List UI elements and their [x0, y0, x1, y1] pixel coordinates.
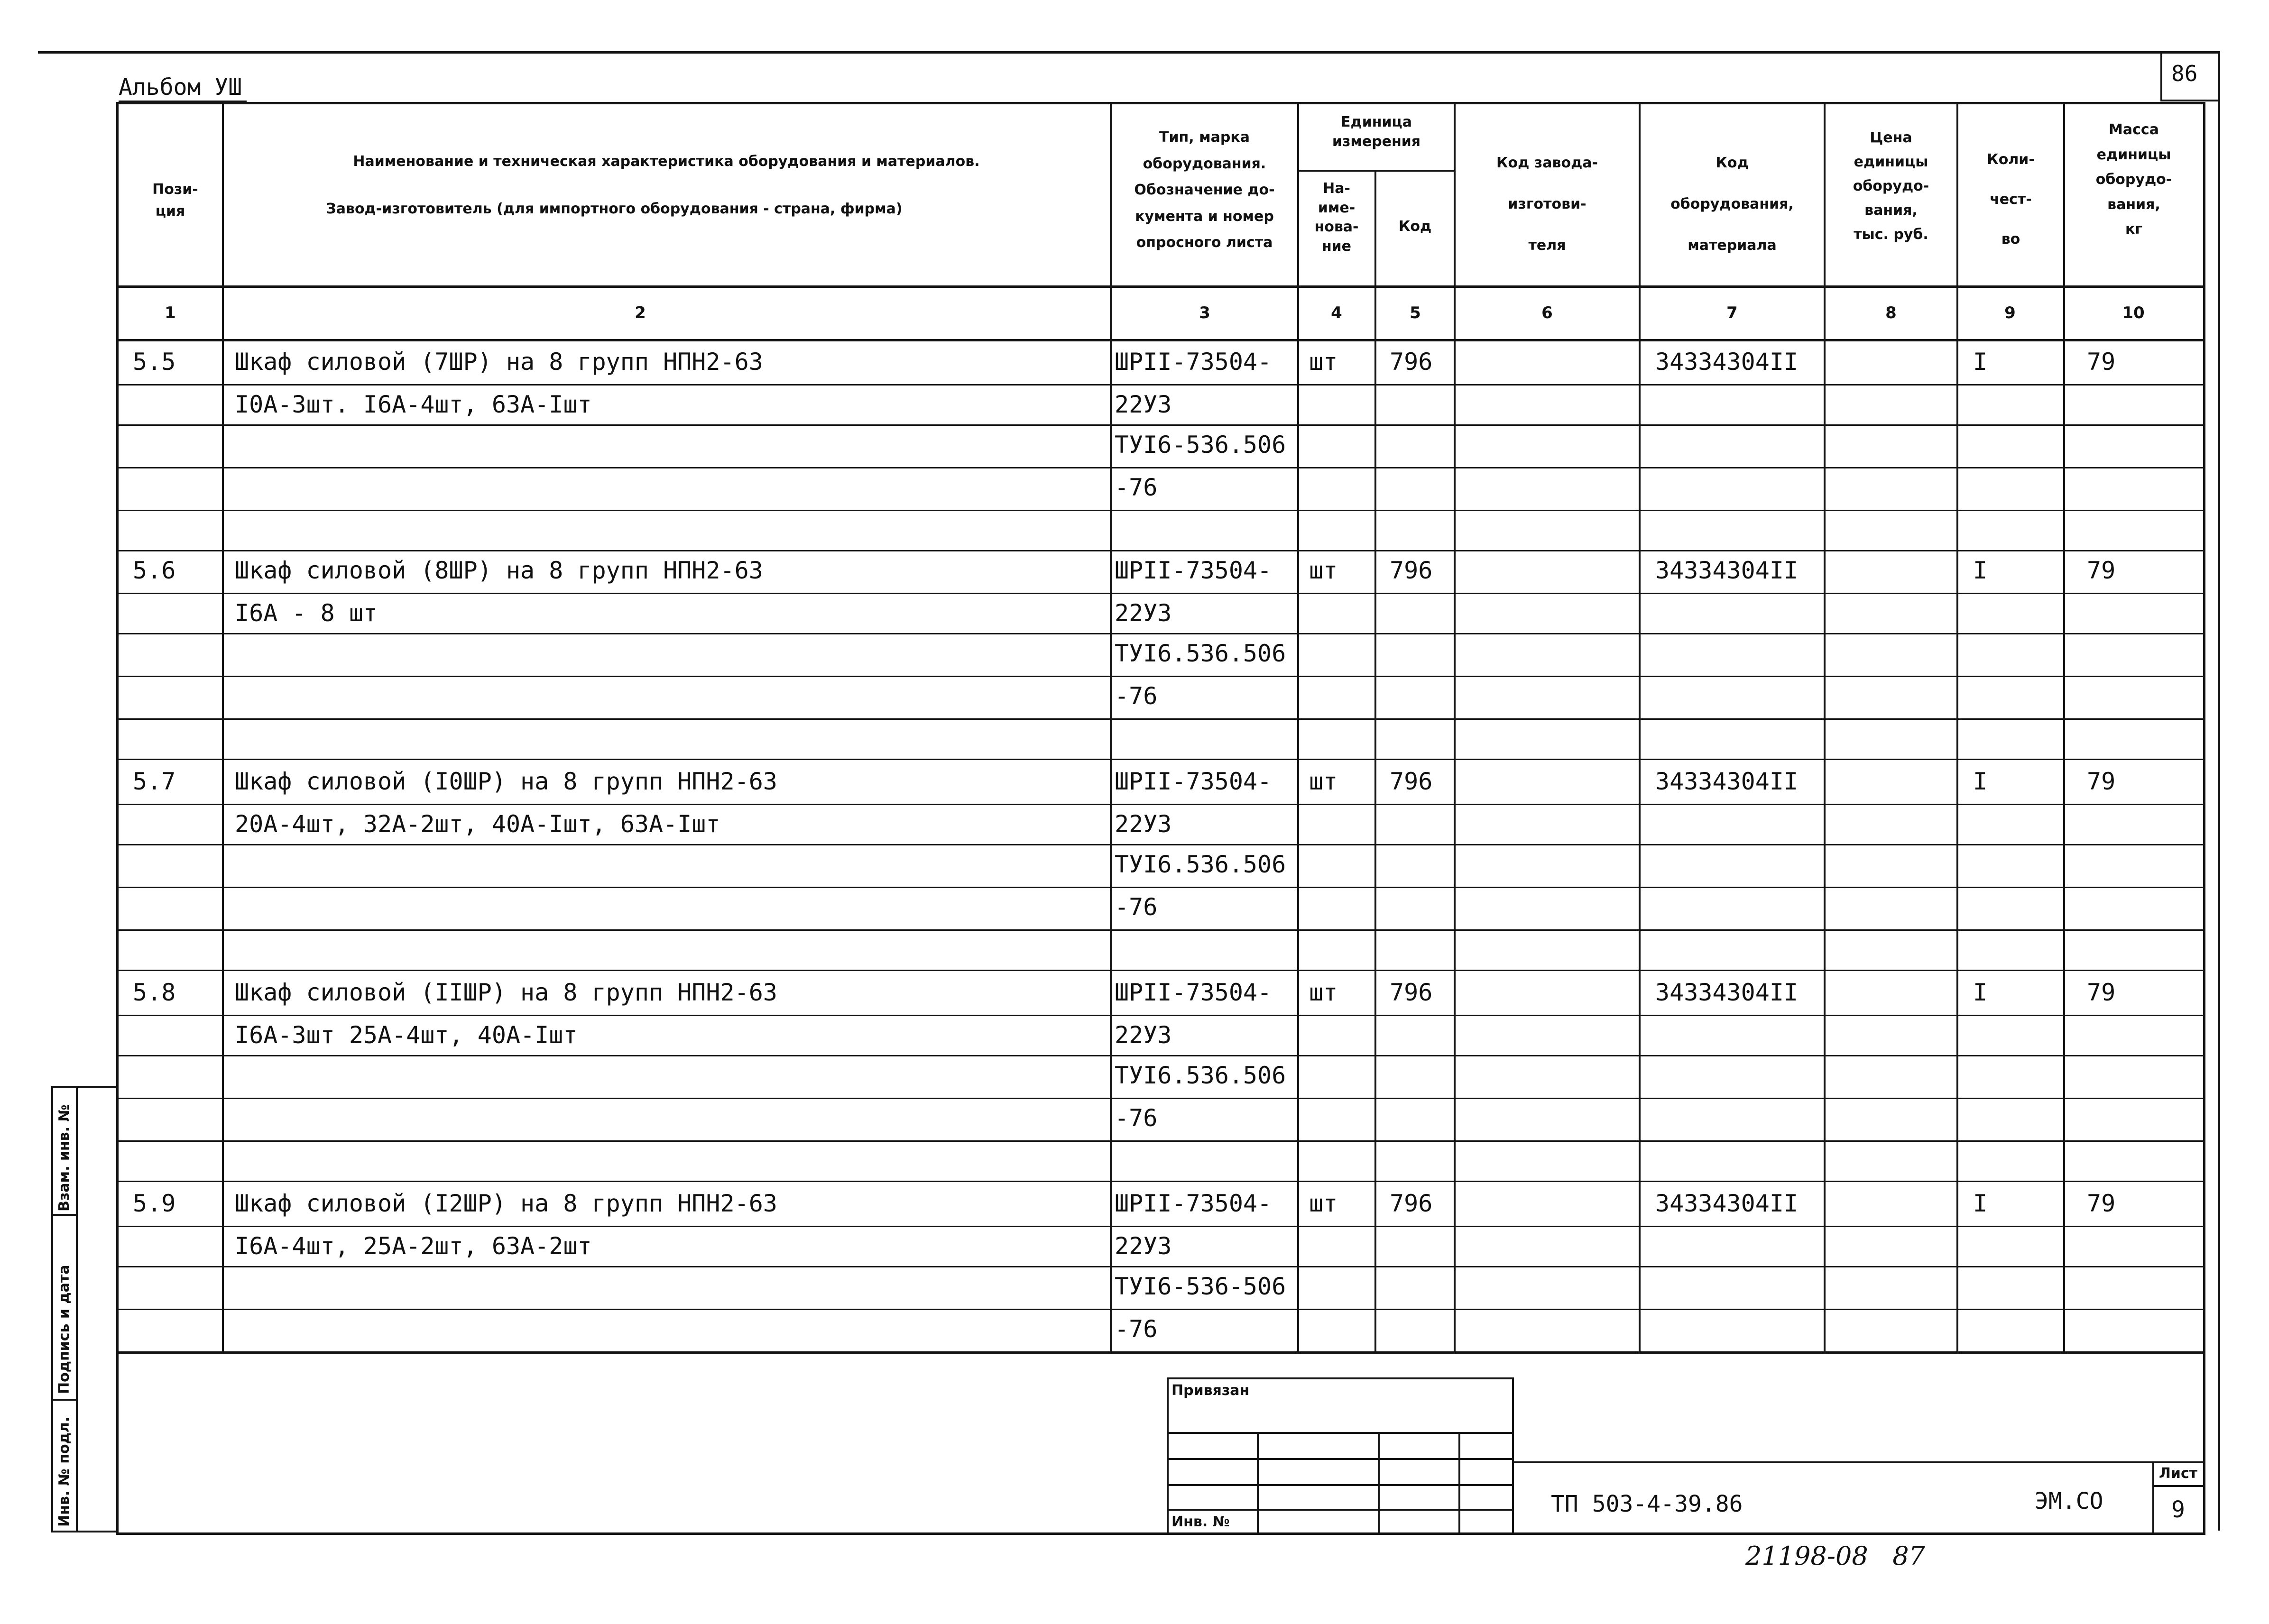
colnum-7: 7: [1726, 303, 1738, 322]
item-unit-code: 796: [1390, 979, 1433, 1006]
item-name-line2: 20А-4шт, 32А-2шт, 40А-Iшт, 63А-Iшт: [235, 810, 720, 838]
item-name-line2: I6А-3шт 25А-4шт, 40А-Iшт: [235, 1021, 578, 1049]
item-type-line1: ШРII-73504-: [1115, 979, 1272, 1006]
item-type-line4: -76: [1115, 1104, 1158, 1132]
section-code: ЭМ.СО: [2035, 1488, 2103, 1514]
row-line: [116, 1266, 2205, 1267]
row-line: [116, 844, 2205, 845]
vline-8: [1956, 102, 1958, 1354]
item-mass: 79: [2087, 557, 2116, 584]
item-mass: 79: [2087, 1190, 2116, 1217]
table-bottom: [116, 1532, 2205, 1535]
vline-9: [2063, 102, 2065, 1354]
privyazan-box-top: [1167, 1377, 1513, 1379]
item-type-line3: ТУI6-536.506: [1115, 431, 1286, 459]
sheet-label: Лист: [2159, 1465, 2198, 1482]
item-unit-code: 796: [1390, 1190, 1433, 1217]
side-stamp-div1: [51, 1214, 78, 1216]
item-equipment-code: 34334304II: [1655, 557, 1799, 584]
item-position: 5.8: [133, 979, 176, 1006]
item-unit: шт: [1309, 768, 1338, 795]
item-type-line1: ШРII-73504-: [1115, 557, 1272, 584]
item-name-line1: Шкаф силовой (IIШР) на 8 групп НПН2-63: [235, 979, 777, 1006]
header-name-line1: Наименование и техническая характеристика оборудования и материалов.: [353, 153, 980, 170]
colnum-6: 6: [1541, 303, 1553, 322]
item-name-line2: I0А-3шт. I6А-4шт, 63А-Iшт: [235, 391, 592, 418]
item-unit: шт: [1309, 979, 1338, 1006]
page-top-border: [38, 51, 2220, 54]
side-stamp-inv-podl: Инв. № подл.: [56, 1416, 73, 1527]
item-equipment-code: 34334304II: [1655, 348, 1799, 376]
row-line: [116, 1309, 2205, 1310]
item-type-line4: -76: [1115, 682, 1158, 710]
row-line: [116, 633, 2205, 634]
row-line: [116, 887, 2205, 888]
item-unit-code: 796: [1390, 557, 1433, 584]
tb-v1: [1257, 1432, 1259, 1534]
item-position: 5.5: [133, 348, 176, 376]
row-line: [116, 384, 2205, 385]
item-type-line4: -76: [1115, 474, 1158, 501]
colnum-bottom: [116, 339, 2205, 341]
item-quantity: I: [1973, 557, 1988, 584]
item-quantity: I: [1973, 979, 1988, 1006]
item-type-line1: ШРII-73504-: [1115, 1190, 1272, 1217]
row-line: [116, 1140, 2205, 1142]
row-line: [116, 1351, 2205, 1353]
row-line: [116, 718, 2205, 720]
item-type-line2: 22У3: [1115, 810, 1172, 838]
privyazan-label: Привязан: [1171, 1382, 1250, 1399]
item-type-line1: ШРII-73504-: [1115, 348, 1272, 376]
row-line: [116, 467, 2205, 468]
side-stamp-mid: [76, 1086, 78, 1532]
item-equipment-code: 34334304II: [1655, 979, 1799, 1006]
header-quantity: Коли- чест- во: [1987, 151, 2035, 248]
side-stamp-vzam: Взам. инв. №: [56, 1104, 73, 1211]
row-line: [116, 550, 2205, 551]
row-line: [116, 1055, 2205, 1056]
colnum-2: 2: [635, 303, 646, 322]
row-line: [116, 510, 2205, 511]
item-unit: шт: [1309, 1190, 1338, 1217]
item-type-line2: 22У3: [1115, 599, 1172, 627]
vline-1: [222, 102, 224, 1354]
row-line: [116, 1098, 2205, 1099]
page-number-box-left: [2160, 51, 2162, 101]
side-stamp-top: [51, 1086, 118, 1088]
sheet-box-left: [2152, 1461, 2154, 1533]
row-line: [116, 1181, 2205, 1182]
header-unit-group: Единица измерения: [1332, 114, 1421, 150]
colnum-4: 4: [1331, 303, 1342, 322]
item-position: 5.9: [133, 1190, 176, 1217]
row-line: [116, 1226, 2205, 1227]
item-equipment-code: 34334304II: [1655, 768, 1799, 795]
item-quantity: I: [1973, 768, 1988, 795]
header-plant-code: Код завода- изготови- теля: [1496, 155, 1598, 254]
colnum-1: 1: [165, 303, 176, 322]
header-position-text: Пози- ция: [152, 181, 198, 220]
tb-h1: [1167, 1432, 1513, 1434]
item-unit-code: 796: [1390, 348, 1433, 376]
header-position: [119, 156, 222, 223]
colnum-10: 10: [2122, 303, 2145, 322]
row-line: [116, 424, 2205, 426]
item-position: 5.7: [133, 768, 176, 795]
item-unit: шт: [1309, 348, 1338, 376]
colnum-3: 3: [1199, 303, 1210, 322]
page-number-box-bottom: [2160, 100, 2220, 101]
header-type: Тип, марка оборудования. Обозначение до- кумента и номер опросного листа: [1134, 129, 1275, 251]
item-name-line1: Шкаф силовой (I2ШР) на 8 групп НПН2-63: [235, 1190, 777, 1217]
item-type-line4: -76: [1115, 1315, 1158, 1343]
item-type-line2: 22У3: [1115, 391, 1172, 418]
item-type-line4: -76: [1115, 893, 1158, 921]
table-left: [116, 102, 119, 1534]
side-stamp-left: [51, 1086, 53, 1532]
side-stamp-div2: [51, 1399, 78, 1401]
item-name-line1: Шкаф силовой (8ШР) на 8 групп НПН2-63: [235, 557, 763, 584]
header-bottom: [116, 285, 2205, 288]
page-right-border: [2218, 51, 2220, 1531]
item-name-line2: I6А-4шт, 25А-2шт, 63А-2шт: [235, 1232, 592, 1260]
vline-3: [1297, 102, 1299, 1354]
item-type-line2: 22У3: [1115, 1232, 1172, 1260]
stamp-top-line: [1513, 1461, 2205, 1463]
item-type-line3: ТУI6.536.506: [1115, 1062, 1286, 1089]
vline-4: [1374, 171, 1376, 1354]
unit-group-divider: [1297, 170, 1456, 172]
row-line: [116, 593, 2205, 594]
bottom-handwritten-number: 21198-08 87: [1745, 1541, 1925, 1571]
page-top-number: 86: [2171, 61, 2198, 86]
colnum-9: 9: [2004, 303, 2016, 322]
item-unit-code: 796: [1390, 768, 1433, 795]
item-name-line1: Шкаф силовой (I0ШР) на 8 групп НПН2-63: [235, 768, 777, 795]
header-equipment-code: Код оборудования, материала: [1670, 155, 1794, 254]
item-mass: 79: [2087, 348, 2116, 376]
tb-v2: [1378, 1432, 1380, 1534]
tb-v3: [1458, 1432, 1460, 1534]
album-title: Альбом УШ: [119, 74, 242, 101]
row-line: [116, 929, 2205, 931]
item-type-line2: 22У3: [1115, 1021, 1172, 1049]
header-name-line2: Завод-изготовитель (для импортного оборудования - страна, фирма): [326, 201, 903, 217]
side-stamp-bottom: [51, 1531, 118, 1532]
colnum-5: 5: [1410, 303, 1421, 322]
row-line: [116, 1015, 2205, 1016]
row-line: [116, 970, 2205, 971]
header-price: Цена единицы оборудо- вания, тыс. руб.: [1853, 129, 1929, 243]
row-line: [116, 676, 2205, 677]
row-line: [116, 804, 2205, 805]
inv-no-label: Инв. №: [1171, 1514, 1230, 1530]
colnum-8: 8: [1885, 303, 1897, 322]
item-mass: 79: [2087, 979, 2116, 1006]
item-equipment-code: 34334304II: [1655, 1190, 1799, 1217]
item-type-line1: ШРII-73504-: [1115, 768, 1272, 795]
item-type-line3: ТУI6.536.506: [1115, 851, 1286, 878]
table-top: [116, 102, 2205, 104]
item-mass: 79: [2087, 768, 2116, 795]
doc-code: ТП 503-4-39.86: [1551, 1491, 1743, 1517]
table-right: [2203, 102, 2205, 1534]
header-unit-code: Код: [1398, 218, 1432, 235]
item-quantity: I: [1973, 1190, 1988, 1217]
item-name-line1: Шкаф силовой (7ШР) на 8 групп НПН2-63: [235, 348, 763, 376]
item-type-line3: ТУI6.536.506: [1115, 640, 1286, 667]
sheet-number: 9: [2171, 1496, 2185, 1523]
row-line: [116, 759, 2205, 760]
item-position: 5.6: [133, 557, 176, 584]
vline-6: [1639, 102, 1641, 1354]
vline-5: [1454, 102, 1456, 1354]
tb-h2: [1167, 1458, 1513, 1460]
header-unit-name: На- име- нова- ние: [1314, 180, 1359, 255]
tb-h4: [1167, 1509, 1513, 1511]
item-quantity: I: [1973, 348, 1988, 376]
vline-2: [1110, 102, 1112, 1354]
side-stamp-signature: Подпись и дата: [56, 1265, 73, 1394]
tb-h3: [1167, 1484, 1513, 1486]
item-unit: шт: [1309, 557, 1338, 584]
item-type-line3: ТУI6-536-506: [1115, 1273, 1286, 1300]
sheet-box-mid: [2152, 1485, 2205, 1487]
item-name-line2: I6А - 8 шт: [235, 599, 378, 627]
vline-7: [1824, 102, 1826, 1354]
header-mass: Масса единицы оборудо- вания, кг: [2095, 121, 2172, 238]
